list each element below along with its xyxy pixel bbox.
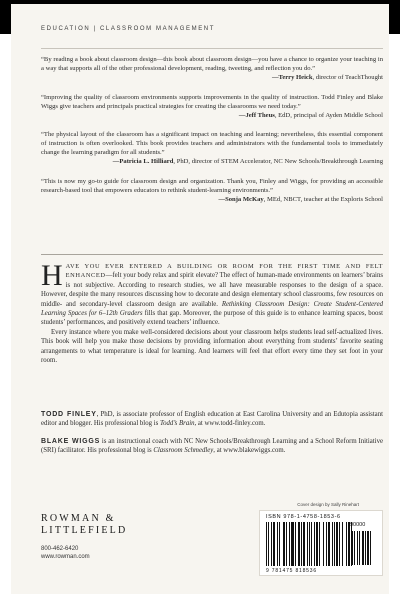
author-bio-text: , PhD, is associate professor of English education at East Carolina University and an Edutopia assistant editor and blogger. His professional blog is (41, 411, 383, 428)
endorsement-quote (41, 56, 383, 83)
endorsement-quote (41, 131, 383, 167)
author-bio (41, 410, 383, 429)
barcode-bar (346, 522, 347, 566)
barcode-bar (283, 522, 285, 566)
quote-attribution (41, 112, 383, 121)
barcode-bar (323, 522, 324, 566)
barcode-bar (271, 522, 272, 566)
author-bios (41, 410, 383, 464)
quote-text: “Improving the quality of classroom environments supports improvements in the quality of instruction. Todd Finley and Blake Wiggs give teachers and principals practical strategies for creating the classrooms we need today.” (41, 93, 383, 110)
isbn-barcode (259, 510, 383, 576)
barcode-bar (365, 531, 366, 565)
endorsements (41, 56, 383, 216)
barcode-bar (334, 522, 335, 566)
barcode-bar (351, 531, 353, 565)
barcode-addon-number: 90000 (350, 522, 366, 528)
quote-attribution (41, 158, 383, 167)
intro-paragraph-2: Every instance where you make well-considered decisions about your classroom helps students lead self-actualized lives. This book will help you make those decisions by providing information about everything from students’ favorite seating arrangements to what temperature is ideal for learning. And learners will feel that effort every time they set foot in your room. (41, 328, 383, 365)
quote-text: “The physical layout of the classroom has a significant impact on teaching and learning; nevertheless, this essential component of instruction is often overlooked. This book provides teachers and administrators with the fundamental tools to immediately change the learning paradigm for all students.” (41, 131, 383, 157)
publisher-phone: 800-462-6420 (41, 546, 79, 552)
publisher-block (41, 513, 181, 561)
quote-attribution (41, 74, 383, 83)
barcode-bar (342, 522, 343, 566)
back-cover (11, 4, 389, 594)
intro-blurb (41, 259, 383, 365)
barcode-bar (336, 522, 338, 566)
barcode-bar (326, 522, 327, 566)
quote-author: —Sonja McKay (218, 195, 264, 203)
author-name: BLAKE WIGGS (41, 437, 101, 445)
barcode-bar (316, 522, 318, 566)
barcode-bar (295, 522, 296, 566)
barcode-bar (289, 522, 290, 566)
barcode-bar (362, 531, 364, 565)
ean-number: 9 781475 818536 (266, 568, 317, 574)
barcode-bar (370, 531, 371, 565)
barcode-bar (311, 522, 312, 566)
quote-author-title: , EdD, principal of Ayden Middle School (274, 111, 383, 119)
quote-author-title: , director of TeachThought (312, 73, 383, 81)
barcode-bar (319, 522, 320, 566)
barcode-bar (357, 531, 358, 565)
publisher-url: www.rowman.com (41, 554, 90, 560)
endorsement-quote (41, 94, 383, 121)
author-name: TODD FINLEY (41, 411, 97, 418)
author-bio-text: is an instructional coach with NC New Schools/Breakthrough Learning and a School Reform Initiative (SRI) facilitator. His professional blog is (41, 437, 383, 455)
barcode-bar (291, 522, 294, 566)
quote-author: —Patricia L. Hilliard (112, 158, 174, 166)
barcode-bar (279, 522, 280, 566)
barcode-bar (266, 522, 267, 566)
barcode-bar (286, 522, 287, 566)
author-blog: Classroom Schmedley (153, 447, 214, 455)
barcode-bar (301, 522, 302, 566)
quote-author: —Jeff Theus (238, 111, 275, 119)
barcode-bar (328, 522, 330, 566)
top-rule (41, 48, 383, 49)
barcode-bar (303, 522, 305, 566)
barcode-bar (307, 522, 308, 566)
quote-attribution (41, 196, 383, 205)
barcode-bar (339, 522, 340, 566)
intro-paragraph (41, 259, 383, 328)
barcode-bar (268, 522, 269, 566)
author-bio-end: , at www.todd-finley.com. (194, 420, 266, 428)
barcode-bar (367, 531, 369, 565)
barcode-bar (309, 522, 310, 566)
author-bio (41, 437, 383, 456)
intro-text: —felt your body relax and spirit elevate? The effect of human-made environments on learners’ brains is not subjective. According to research studies, we all have measurable responses to the design of a space. However, despite the many resources discussing how to decorate and design elementary school classrooms, few resources on middle- and secondary-level classroom design are available. (41, 272, 383, 308)
book-title: Rethinking Classroom Design: Create Student-Centered Learning Spaces for 6–12th Graders (41, 300, 383, 318)
isbn-number: ISBN 978-1-4758-1853-6 (266, 514, 341, 520)
barcode-bar (354, 531, 355, 565)
publisher-name-line2: LITTLEFIELD (41, 524, 128, 536)
author-bio-end: , at www.blakewiggs.com. (213, 447, 286, 455)
barcode-bar (332, 522, 333, 566)
quote-text: “This is now my go-to guide for classroom design and organization. Thank you, Finley and Wiggs, for providing an accessible research-based tool that empowers educators to rethink student-learning environments.” (41, 178, 383, 194)
cover-credit: Cover design by Sally Rinehart (297, 502, 359, 507)
barcode-bar (277, 522, 278, 566)
barcode-bar (349, 531, 350, 565)
author-blog: Todd’s Brain (159, 420, 195, 428)
quote-author-title: , MEd, NBCT, teacher at the Exploris School (263, 195, 383, 203)
barcode-bar (298, 522, 300, 566)
section-divider (41, 254, 383, 255)
intro-lead: AVE YOU EVER ENTERED A BUILDING OR ROOM FOR THE FIRST TIME AND FELT ENHANCED (65, 263, 383, 280)
drop-cap: H (41, 259, 63, 292)
barcode-bar (273, 522, 275, 566)
barcode-bar (314, 522, 315, 566)
quote-author-title: , PhD, director of STEM Accelerator, NC New Schools/Breakthrough Learning (173, 158, 383, 166)
intro-text-end: fills that gap. Moreover, the purpose of this guide is to enhance learning spaces, boost students’ performances, and positively extend teachers’ influence. (41, 310, 383, 327)
publisher-name-line1: ROWMAN & (41, 513, 116, 524)
endorsement-quote (41, 178, 383, 205)
barcode-bar (359, 531, 360, 565)
quote-text: “By reading a book about classroom design—this book about classroom design—you have a chance to organize your teaching in a way that supports all of the other professional development, reading, tweeting, and reflection you do.” (41, 56, 383, 72)
category-label: EDUCATION | CLASSROOM MANAGEMENT (41, 26, 215, 32)
quote-author: —Terry Heick (271, 73, 313, 81)
